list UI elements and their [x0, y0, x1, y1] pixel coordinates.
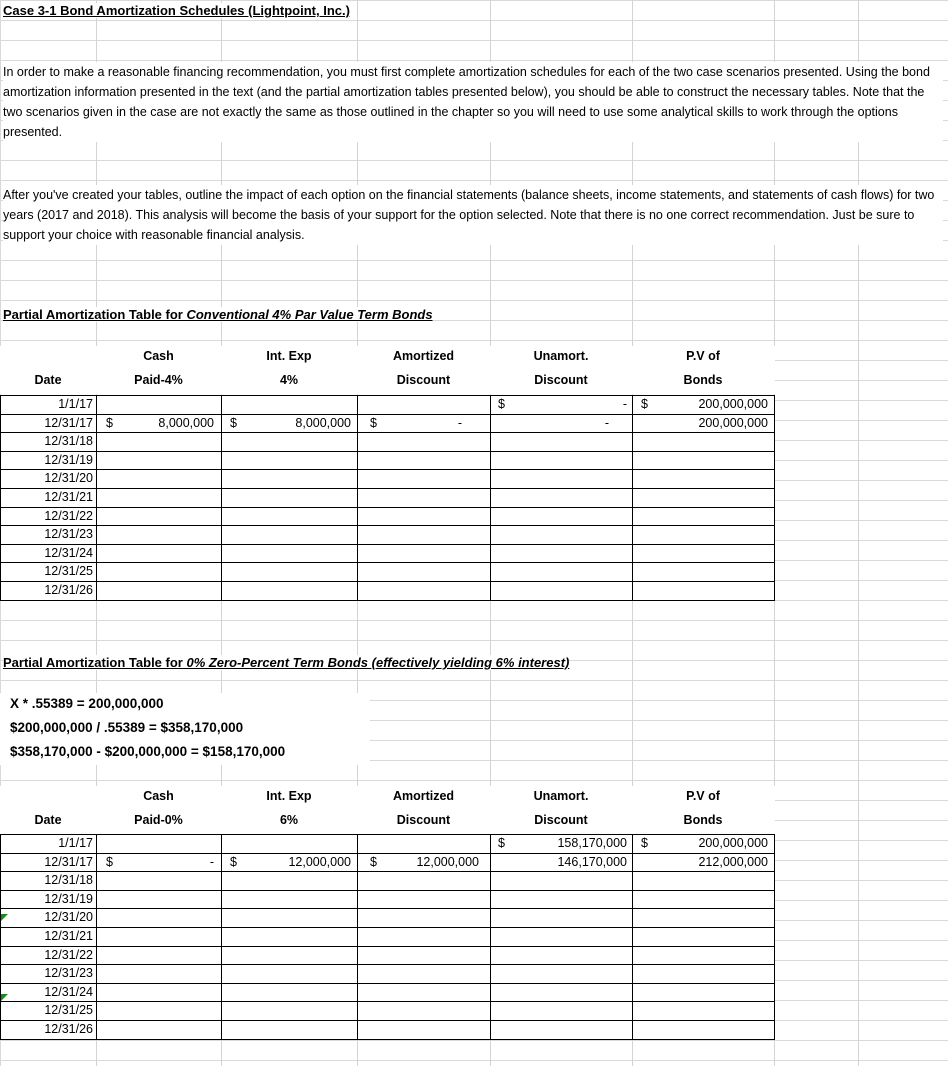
table1-header-cash: Cash — [143, 349, 174, 363]
calc-line-2: $200,000,000 / .55389 = $358,170,000 — [10, 720, 244, 735]
date-cell: 12/31/23 — [44, 527, 93, 542]
unamort-currency-symbol: $ — [498, 397, 505, 411]
unamort-currency-symbol: $ — [498, 836, 505, 850]
date-cell: 12/31/23 — [44, 966, 93, 981]
date-cell: 12/31/22 — [44, 508, 93, 523]
table1-header-amortized: Amortized — [392, 349, 455, 363]
table2-header-cash-rate: Paid-0% — [134, 813, 183, 827]
amortized-value: 12,000,000 — [416, 854, 479, 869]
date-cell: 12/31/17 — [44, 854, 93, 869]
date-cell: 12/31/19 — [44, 891, 93, 906]
amortized-value: - — [457, 415, 462, 430]
page-title: Case 3-1 Bond Amortization Schedules (Lightpoint, Inc.) — [3, 3, 350, 18]
int-currency-symbol: $ — [230, 854, 237, 869]
cash-value: - — [209, 854, 214, 869]
unamort-value: 158,170,000 — [557, 836, 627, 850]
date-cell: 12/31/18 — [44, 873, 93, 888]
table2-header-pv: P.V of — [686, 789, 720, 803]
cash-currency-symbol: $ — [106, 415, 113, 430]
amortized-currency-symbol: $ — [370, 854, 377, 869]
date-cell: 12/31/21 — [44, 490, 93, 504]
int-value: 12,000,000 — [288, 854, 351, 869]
date-cell: 12/31/20 — [44, 910, 93, 925]
comment-indicator-icon — [1, 914, 8, 921]
table1-header-pv-2: Bonds — [683, 373, 723, 387]
date-cell: 12/31/26 — [44, 1022, 93, 1036]
amortized-currency-symbol: $ — [370, 415, 377, 430]
unamort-value: - — [604, 415, 609, 430]
date-cell: 12/31/24 — [44, 545, 93, 560]
table2-header-date: Date — [34, 813, 62, 827]
pv-value: 212,000,000 — [698, 854, 768, 869]
int-value: 8,000,000 — [295, 415, 351, 430]
date-cell: 12/31/19 — [44, 452, 93, 467]
table2-header-int: Int. Exp — [266, 789, 312, 803]
table2-title: Partial Amortization Table for 0% Zero-Percent Term Bonds (effectively yielding 6% interest) — [3, 655, 570, 670]
pv-currency-symbol: $ — [641, 836, 648, 850]
table1-header-int-rate: 4% — [279, 373, 299, 387]
date-cell: 12/31/18 — [44, 434, 93, 449]
date-cell: 12/31/22 — [44, 947, 93, 962]
table2-header-cash: Cash — [143, 789, 174, 803]
cash-currency-symbol: $ — [106, 854, 113, 869]
date-cell: 12/31/25 — [44, 564, 93, 579]
table2-header-unamort: Unamort. — [533, 789, 589, 803]
date-cell: 1/1/17 — [58, 836, 93, 850]
date-cell: 12/31/21 — [44, 929, 93, 943]
table1-header-pv: P.V of — [686, 349, 720, 363]
table1-header-unamort-2: Discount — [534, 373, 588, 387]
table2-header-unamort-2: Discount — [534, 813, 588, 827]
table1-header-cash-rate: Paid-4% — [134, 373, 183, 387]
calc-line-1: X * .55389 = 200,000,000 — [10, 696, 164, 711]
date-cell: 12/31/20 — [44, 471, 93, 486]
comment-indicator-icon — [1, 994, 8, 1001]
date-cell: 12/31/17 — [44, 415, 93, 430]
instructions-paragraph-1: In order to make a reasonable financing recommendation, you must first complete amortization schedules for each of the two case scenarios presented. Using the bond amortization information presented in the text (and the partial amortization tables presented below), you should be able to construct the necessary tables. Note that the two scenarios given in the case are not exactly the same as those outlined in the chapter so you will need to use some analytical skills to work through the options presented. — [3, 62, 943, 142]
pv-value: 200,000,000 — [698, 836, 768, 850]
cash-value: 8,000,000 — [158, 415, 214, 430]
table1-header-date: Date — [34, 373, 62, 387]
table1-header-amortized-2: Discount — [396, 373, 451, 387]
table1-header-int: Int. Exp — [266, 349, 312, 363]
pv-value: 200,000,000 — [698, 415, 768, 430]
table1-title: Partial Amortization Table for Conventional 4% Par Value Term Bonds — [3, 307, 433, 322]
unamort-value: 146,170,000 — [557, 854, 627, 869]
table1-header-unamort: Unamort. — [533, 349, 589, 363]
date-cell: 12/31/25 — [44, 1003, 93, 1018]
date-cell: 1/1/17 — [58, 397, 93, 411]
instructions-paragraph-2: After you've created your tables, outline the impact of each option on the financial statements (balance sheets, income statements, and statements of cash flows) for two years (2017 and 2018). This analysis will become the basis of your support for the option selected. Note that there is no one correct recommendation. Just be sure to support your choice with reasonable financial analysis. — [3, 185, 943, 245]
table2-header-pv-2: Bonds — [683, 813, 723, 827]
pv-currency-symbol: $ — [641, 397, 648, 411]
date-cell: 12/31/24 — [44, 984, 93, 999]
calc-line-3: $358,170,000 - $200,000,000 = $158,170,000 — [10, 744, 286, 759]
int-currency-symbol: $ — [230, 415, 237, 430]
unamort-value: - — [622, 397, 627, 411]
pv-value: 200,000,000 — [698, 397, 768, 411]
date-cell: 12/31/26 — [44, 583, 93, 597]
table2-header-amortized: Amortized — [392, 789, 455, 803]
table2-header-amortized-2: Discount — [396, 813, 451, 827]
table2-header-int-rate: 6% — [279, 813, 299, 827]
